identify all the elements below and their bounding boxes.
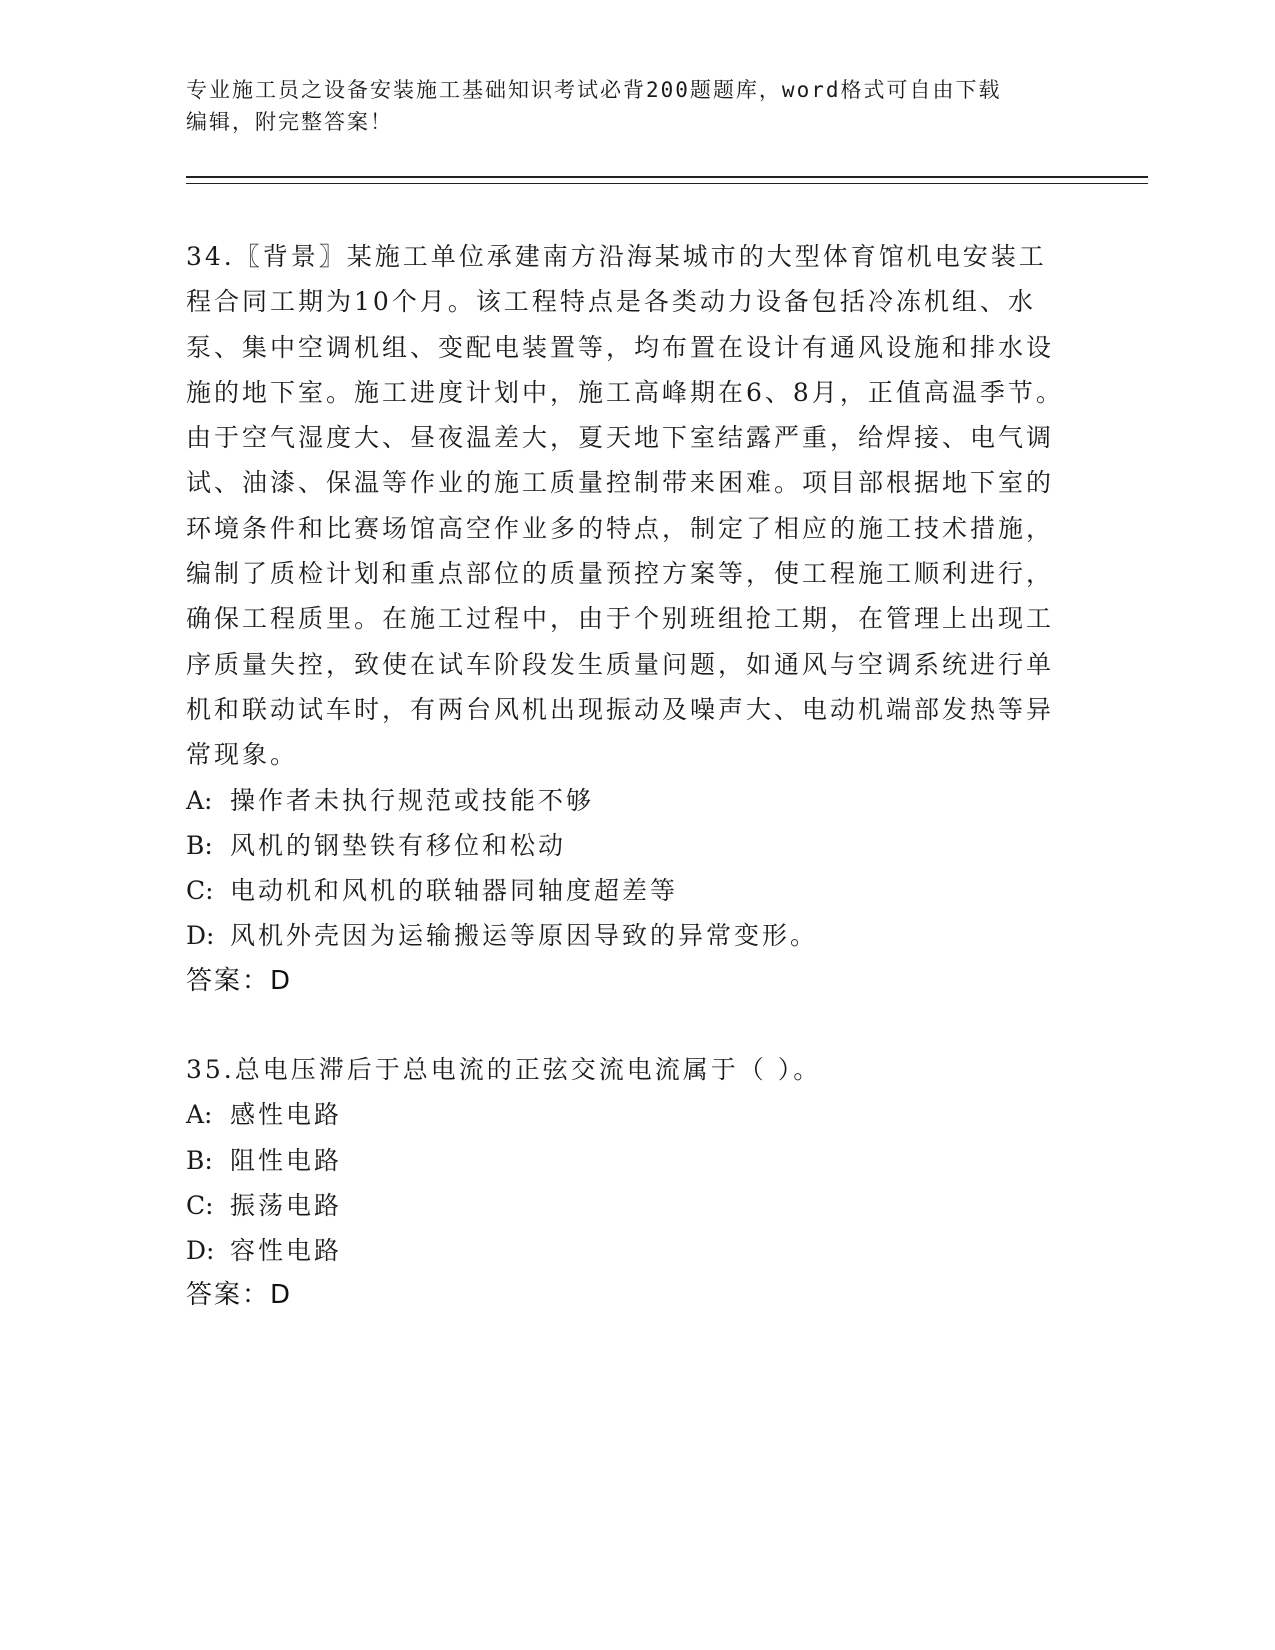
- header-divider-thick: [186, 176, 1148, 178]
- option-letter: A:: [186, 1100, 213, 1130]
- option-text: 阻性电路: [230, 1145, 343, 1175]
- question-34: [186, 234, 1066, 1004]
- option-letter: B:: [186, 1145, 213, 1175]
- header-divider-thin: [186, 183, 1148, 184]
- option-text: 操作者未执行规范或技能不够: [230, 785, 595, 815]
- question-stem: 34.〖背景〗某施工单位承建南方沿海某城市的大型体育馆机电安装工程合同工期为10个月。该工程特点是各类动力设备包括冷冻机组、水泵、集中空调机组、变配电装置等，均布置在设计有通风设施和排水设施的地下室。施工进度计划中，施工高峰期在6、8月，正值高温季节。由于空气湿度大、昼夜温差大，夏天地下室结露严重，给焊接、电气调试、油漆、保温等作业的施工质量控制带来困难。项目部根据地下室的环境条件和比赛场馆高空作业多的特点，制定了相应的施工技术措施，编制了质检计划和重点部位的质量预控方案等，使工程施工顺利进行，确保工程质里。在施工过程中，由于个别班组抢工期，在管理上出现工序质量失控，致使在试车阶段发生质量问题，如通风与空调系统进行单机和联动试车时，有两台风机出现振动及噪声大、电动机端部发热等异常现象。: [186, 242, 1064, 770]
- question-35: [186, 1047, 1066, 1318]
- option-text: 感性电路: [230, 1100, 343, 1130]
- header-title-line-1: 专业施工员之设备安装施工基础知识考试必背200题题库，word格式可自由下载: [186, 78, 1002, 102]
- option-c: [186, 1183, 1066, 1228]
- option-d: [186, 913, 1066, 958]
- option-letter: C:: [186, 876, 214, 906]
- document-header: [186, 74, 1066, 138]
- question-stem: 35.总电压滞后于总电流的正弦交流电流属于（ ）。: [186, 1055, 822, 1084]
- option-letter: B:: [186, 830, 213, 860]
- option-text: 风机的钢垫铁有移位和松动: [230, 830, 567, 860]
- option-text: 容性电路: [230, 1236, 343, 1266]
- option-text: 风机外壳因为运输搬运等原因导致的异常变形。: [230, 921, 819, 951]
- option-letter: D:: [186, 1236, 215, 1266]
- option-b: [186, 1138, 1066, 1183]
- answer-label: 答案：D: [186, 965, 293, 996]
- option-text: 振荡电路: [230, 1190, 343, 1220]
- option-text: 电动机和风机的联轴器同轴度超差等: [230, 876, 679, 906]
- option-letter: C:: [186, 1190, 214, 1220]
- header-title-line-2: 编辑，附完整答案！: [186, 110, 393, 134]
- option-a: [186, 778, 1066, 823]
- option-c: [186, 868, 1066, 913]
- option-a: [186, 1092, 1066, 1137]
- option-b: [186, 823, 1066, 868]
- option-letter: D:: [186, 921, 215, 951]
- option-d: [186, 1228, 1066, 1273]
- option-letter: A:: [186, 785, 213, 815]
- answer-label: 答案：D: [186, 1280, 293, 1311]
